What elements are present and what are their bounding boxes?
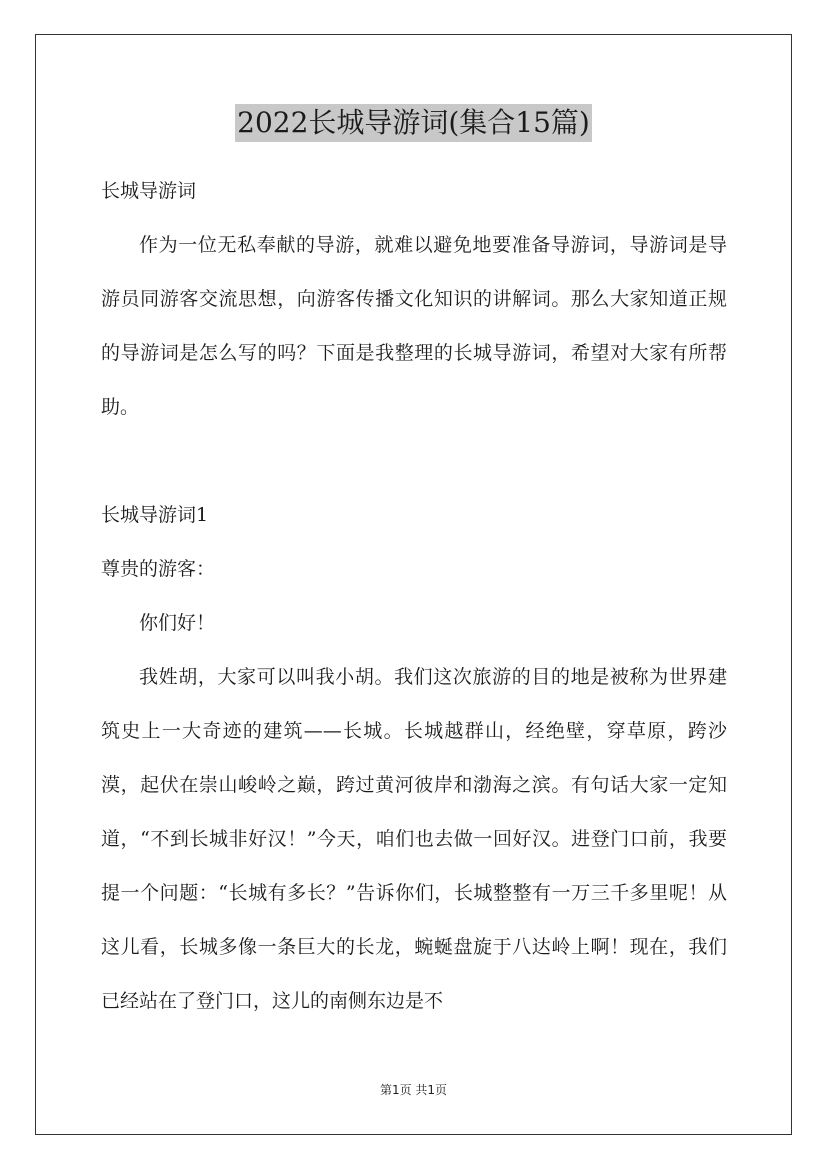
greeting: 你们好！ (139, 612, 216, 634)
body-paragraph: 我姓胡，大家可以叫我小胡。我们这次旅游的目的地是被称为世界建筑史上一大奇迹的建筑——长城。长城越群山，经绝壁，穿草原，跨沙漠，起伏在崇山峻岭之巅，跨过黄河彼岸和渤海之滨。有句话大家一定知道，“不到长城非好汉！”今天，咱们也去做一回好汉。进登门口前，我要提一个问题：“长城有多长？”告诉你们，长城整整有一万三千多里呢！从这儿看，长城多像一条巨大的长龙，蜿蜒盘旋于八达岭上啊！现在，我们已经站在了登门口，这儿的南侧东边是不 (101, 666, 727, 1012)
page-number: 第1页 共1页 (379, 1083, 448, 1097)
intro-paragraph: 作为一位无私奉献的导游，就难以避免地要准备导游词，导游词是导游员同游客交流思想，向游客传播文化知识的讲解词。那么大家知道正规的导游词是怎么写的吗？下面是我整理的长城导游词，希望对大家有所帮助。 (101, 234, 727, 418)
blank-line (101, 434, 727, 488)
page-footer (0, 1081, 827, 1098)
document-body (101, 164, 727, 1028)
article-heading: 长城导游词1 (101, 504, 209, 526)
section-heading: 长城导游词 (101, 180, 197, 202)
salutation: 尊贵的游客： (101, 558, 216, 580)
title-container (0, 104, 827, 142)
document-title: 2022长城导游词(集合15篇) (235, 104, 592, 142)
